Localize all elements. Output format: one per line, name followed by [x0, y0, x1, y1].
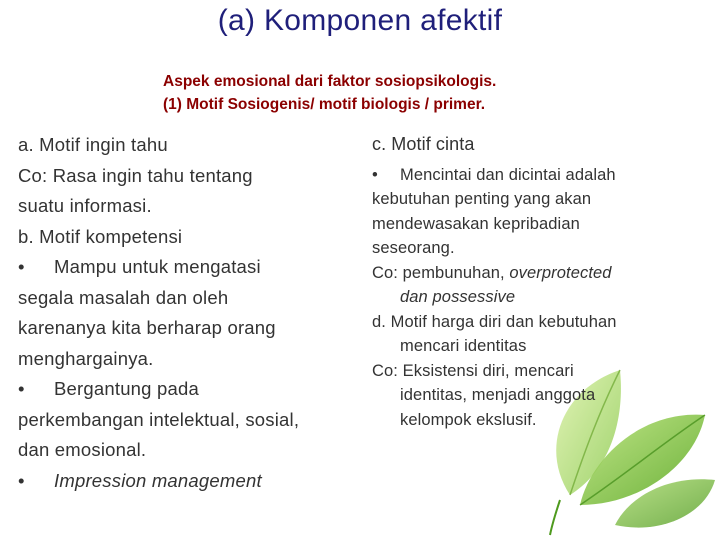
cinta-example-italic: overprotected — [509, 263, 612, 282]
cinta-example-italic-2: dan possessive — [400, 288, 516, 306]
right-column — [372, 132, 717, 432]
cinta-point-line: kebutuhan penting yang akan — [372, 190, 592, 208]
cinta-point-line: mendewasakan kepribadian — [372, 214, 580, 233]
subtitle-line-2: (1) Motif Sosiogenis/ motif biologis / primer. — [163, 96, 486, 113]
motif-ingin-tahu-heading: a. Motif ingin tahu — [18, 134, 168, 155]
cinta-example-line — [372, 285, 717, 310]
cinta-point-line: seseorang. — [372, 239, 455, 257]
kompetensi-point-1-line: segala masalah dan oleh — [18, 286, 229, 308]
kompetensi-point-2-text: Bergantung pada — [54, 378, 199, 399]
impression-management-text: Impression management — [54, 469, 262, 491]
motif-harga-diri-heading-line: mencari identitas — [400, 337, 527, 355]
subtitle-line-1: Aspek emosional dari faktor sosiopsikologis. — [163, 73, 497, 90]
motif-ingin-tahu-example-line: suatu informasi. — [18, 195, 152, 216]
cinta-point — [372, 163, 717, 188]
kompetensi-point-1-text: Mampu untuk mengatasi — [54, 256, 261, 277]
cinta-example-prefix: Co: pembunuhan, — [372, 263, 510, 282]
kompetensi-point-1-line: menghargainya. — [18, 347, 154, 369]
kompetensi-point-1 — [18, 252, 363, 283]
slide-subtitle — [163, 70, 496, 116]
cinta-example — [372, 261, 717, 286]
motif-cinta-heading: c. Motif cinta — [372, 134, 475, 154]
harga-diri-example: Co: Eksistensi diri, mencari — [372, 361, 574, 380]
motif-ingin-tahu-example-line: Co: Rasa ingin tahu tentang — [18, 164, 253, 186]
motif-kompetensi-heading: b. Motif kompetensi — [18, 225, 183, 247]
slide-title: (a) Komponen afektif — [217, 4, 503, 37]
kompetensi-point-2 — [18, 374, 363, 405]
cinta-point-text: Mencintai dan dicintai adalah — [400, 165, 616, 184]
motif-harga-diri-heading: d. Motif harga diri dan kebutuhan — [372, 312, 617, 331]
kompetensi-point-3 — [18, 466, 363, 497]
kompetensi-point-2-line: dan emosional. — [18, 439, 147, 460]
kompetensi-point-2-line: perkembangan intelektual, sosial, — [18, 408, 300, 430]
left-column — [18, 130, 363, 496]
bullet: • — [18, 256, 25, 277]
bullet: • — [18, 469, 25, 491]
harga-diri-example-line: identitas, menjadi anggota — [400, 386, 596, 404]
harga-diri-example-line: kelompok ekslusif. — [400, 410, 537, 429]
bullet: • — [372, 165, 378, 184]
bullet: • — [18, 378, 25, 399]
kompetensi-point-1-line: karenanya kita berharap orang — [18, 317, 276, 338]
